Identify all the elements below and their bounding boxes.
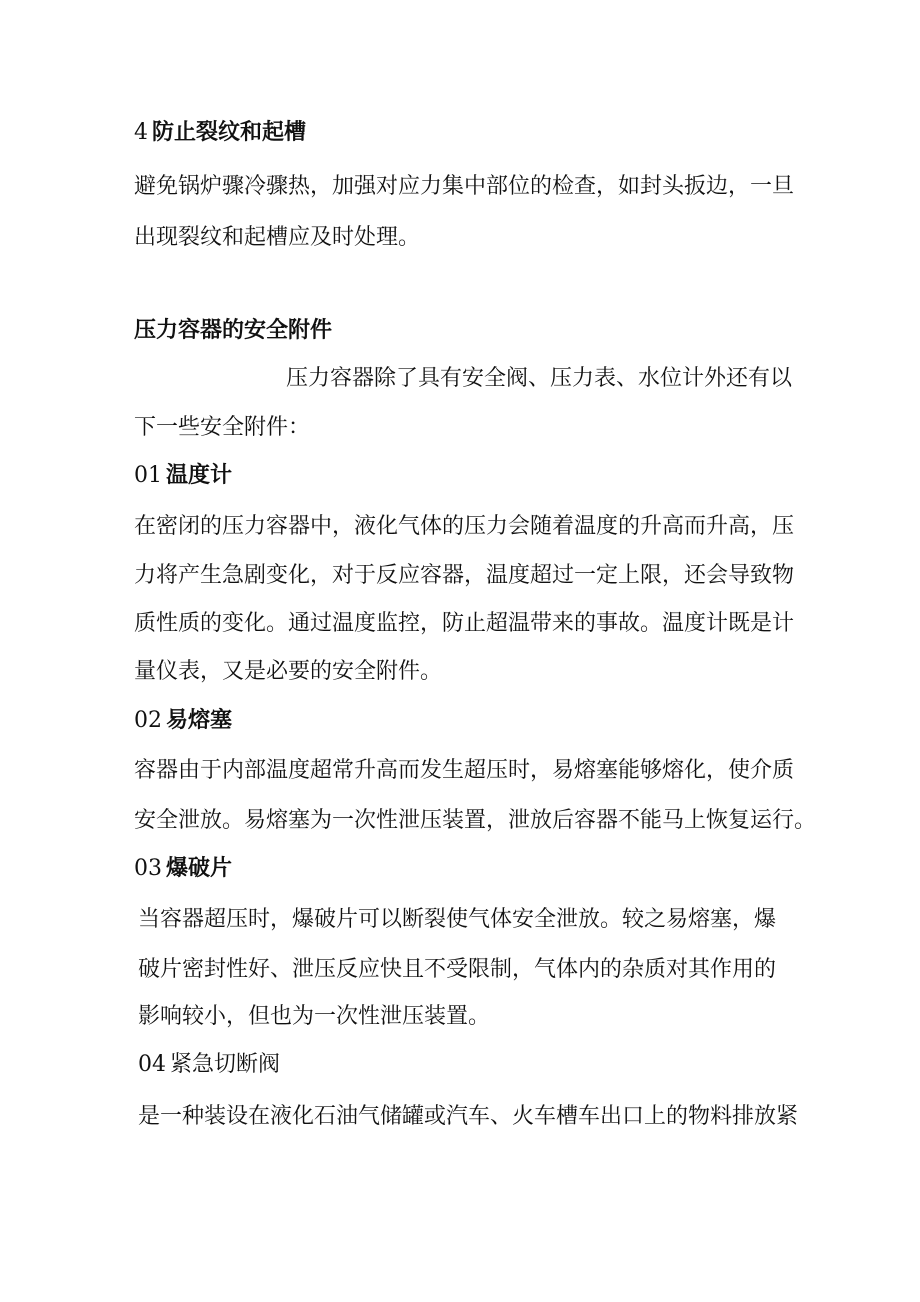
item-03-line-2: 破片密封性好、泄压反应快且不受限制，气体内的杂质对其作用的 <box>138 957 777 982</box>
item-03-line-1: 当容器超压时，爆破片可以断裂使气体安全泄放。较之易熔塞，爆 <box>138 907 777 932</box>
item-01-line-1: 在密闭的压力容器中，液化气体的压力会随着温度的升高而升高，压 <box>134 514 795 539</box>
item-number: 01 <box>134 463 162 488</box>
accessories-intro-line-2: 下一些安全附件： <box>134 415 311 440</box>
item-03-heading <box>134 854 232 884</box>
item-01-heading <box>134 461 232 491</box>
item-number: 02 <box>134 708 162 733</box>
accessories-intro-line-1 <box>134 364 792 394</box>
section-4-heading <box>134 118 306 148</box>
item-title: 爆破片 <box>166 856 233 881</box>
section-number: 4 <box>134 120 148 145</box>
item-02-heading <box>134 706 232 736</box>
section-4-body-line-2: 出现裂纹和起槽应及时处理。 <box>134 225 421 250</box>
item-title: 温度计 <box>166 463 233 488</box>
item-02-line-1: 容器由于内部温度超常升高而发生超压时，易熔塞能够熔化，使介质 <box>134 758 795 783</box>
item-01-line-2: 力将产生急剧变化，对于反应容器，温度超过一定上限，还会导致物 <box>134 563 795 588</box>
item-number: 04 <box>138 1052 166 1077</box>
item-number: 03 <box>134 856 162 881</box>
item-02-line-2: 安全泄放。易熔塞为一次性泄压装置，泄放后容器不能马上恢复运行。 <box>134 808 817 833</box>
item-04-line-1: 是一种装设在液化石油气储罐或汽车、火车槽车出口上的物料排放紧 <box>138 1104 799 1129</box>
item-01-line-4: 量仪表，又是必要的安全附件。 <box>134 659 443 684</box>
section-4-body-line-1: 避免锅炉骤冷骤热，加强对应力集中部位的检查，如封头扳边，一旦 <box>134 174 795 199</box>
item-01-line-3: 质性质的变化。通过温度监控，防止超温带来的事故。温度计既是计 <box>134 611 795 636</box>
item-title: 易熔塞 <box>166 708 233 733</box>
intro-text: 压力容器除了具有安全阀、压力表、水位计外还有以 <box>286 366 793 391</box>
section-title: 防止裂纹和起槽 <box>152 120 307 145</box>
accessories-heading: 压力容器的安全附件 <box>134 318 333 343</box>
item-title: 紧急切断阀 <box>170 1052 281 1077</box>
item-04-heading <box>138 1050 280 1080</box>
item-03-line-3: 影响较小，但也为一次性泄压装置。 <box>138 1004 491 1029</box>
